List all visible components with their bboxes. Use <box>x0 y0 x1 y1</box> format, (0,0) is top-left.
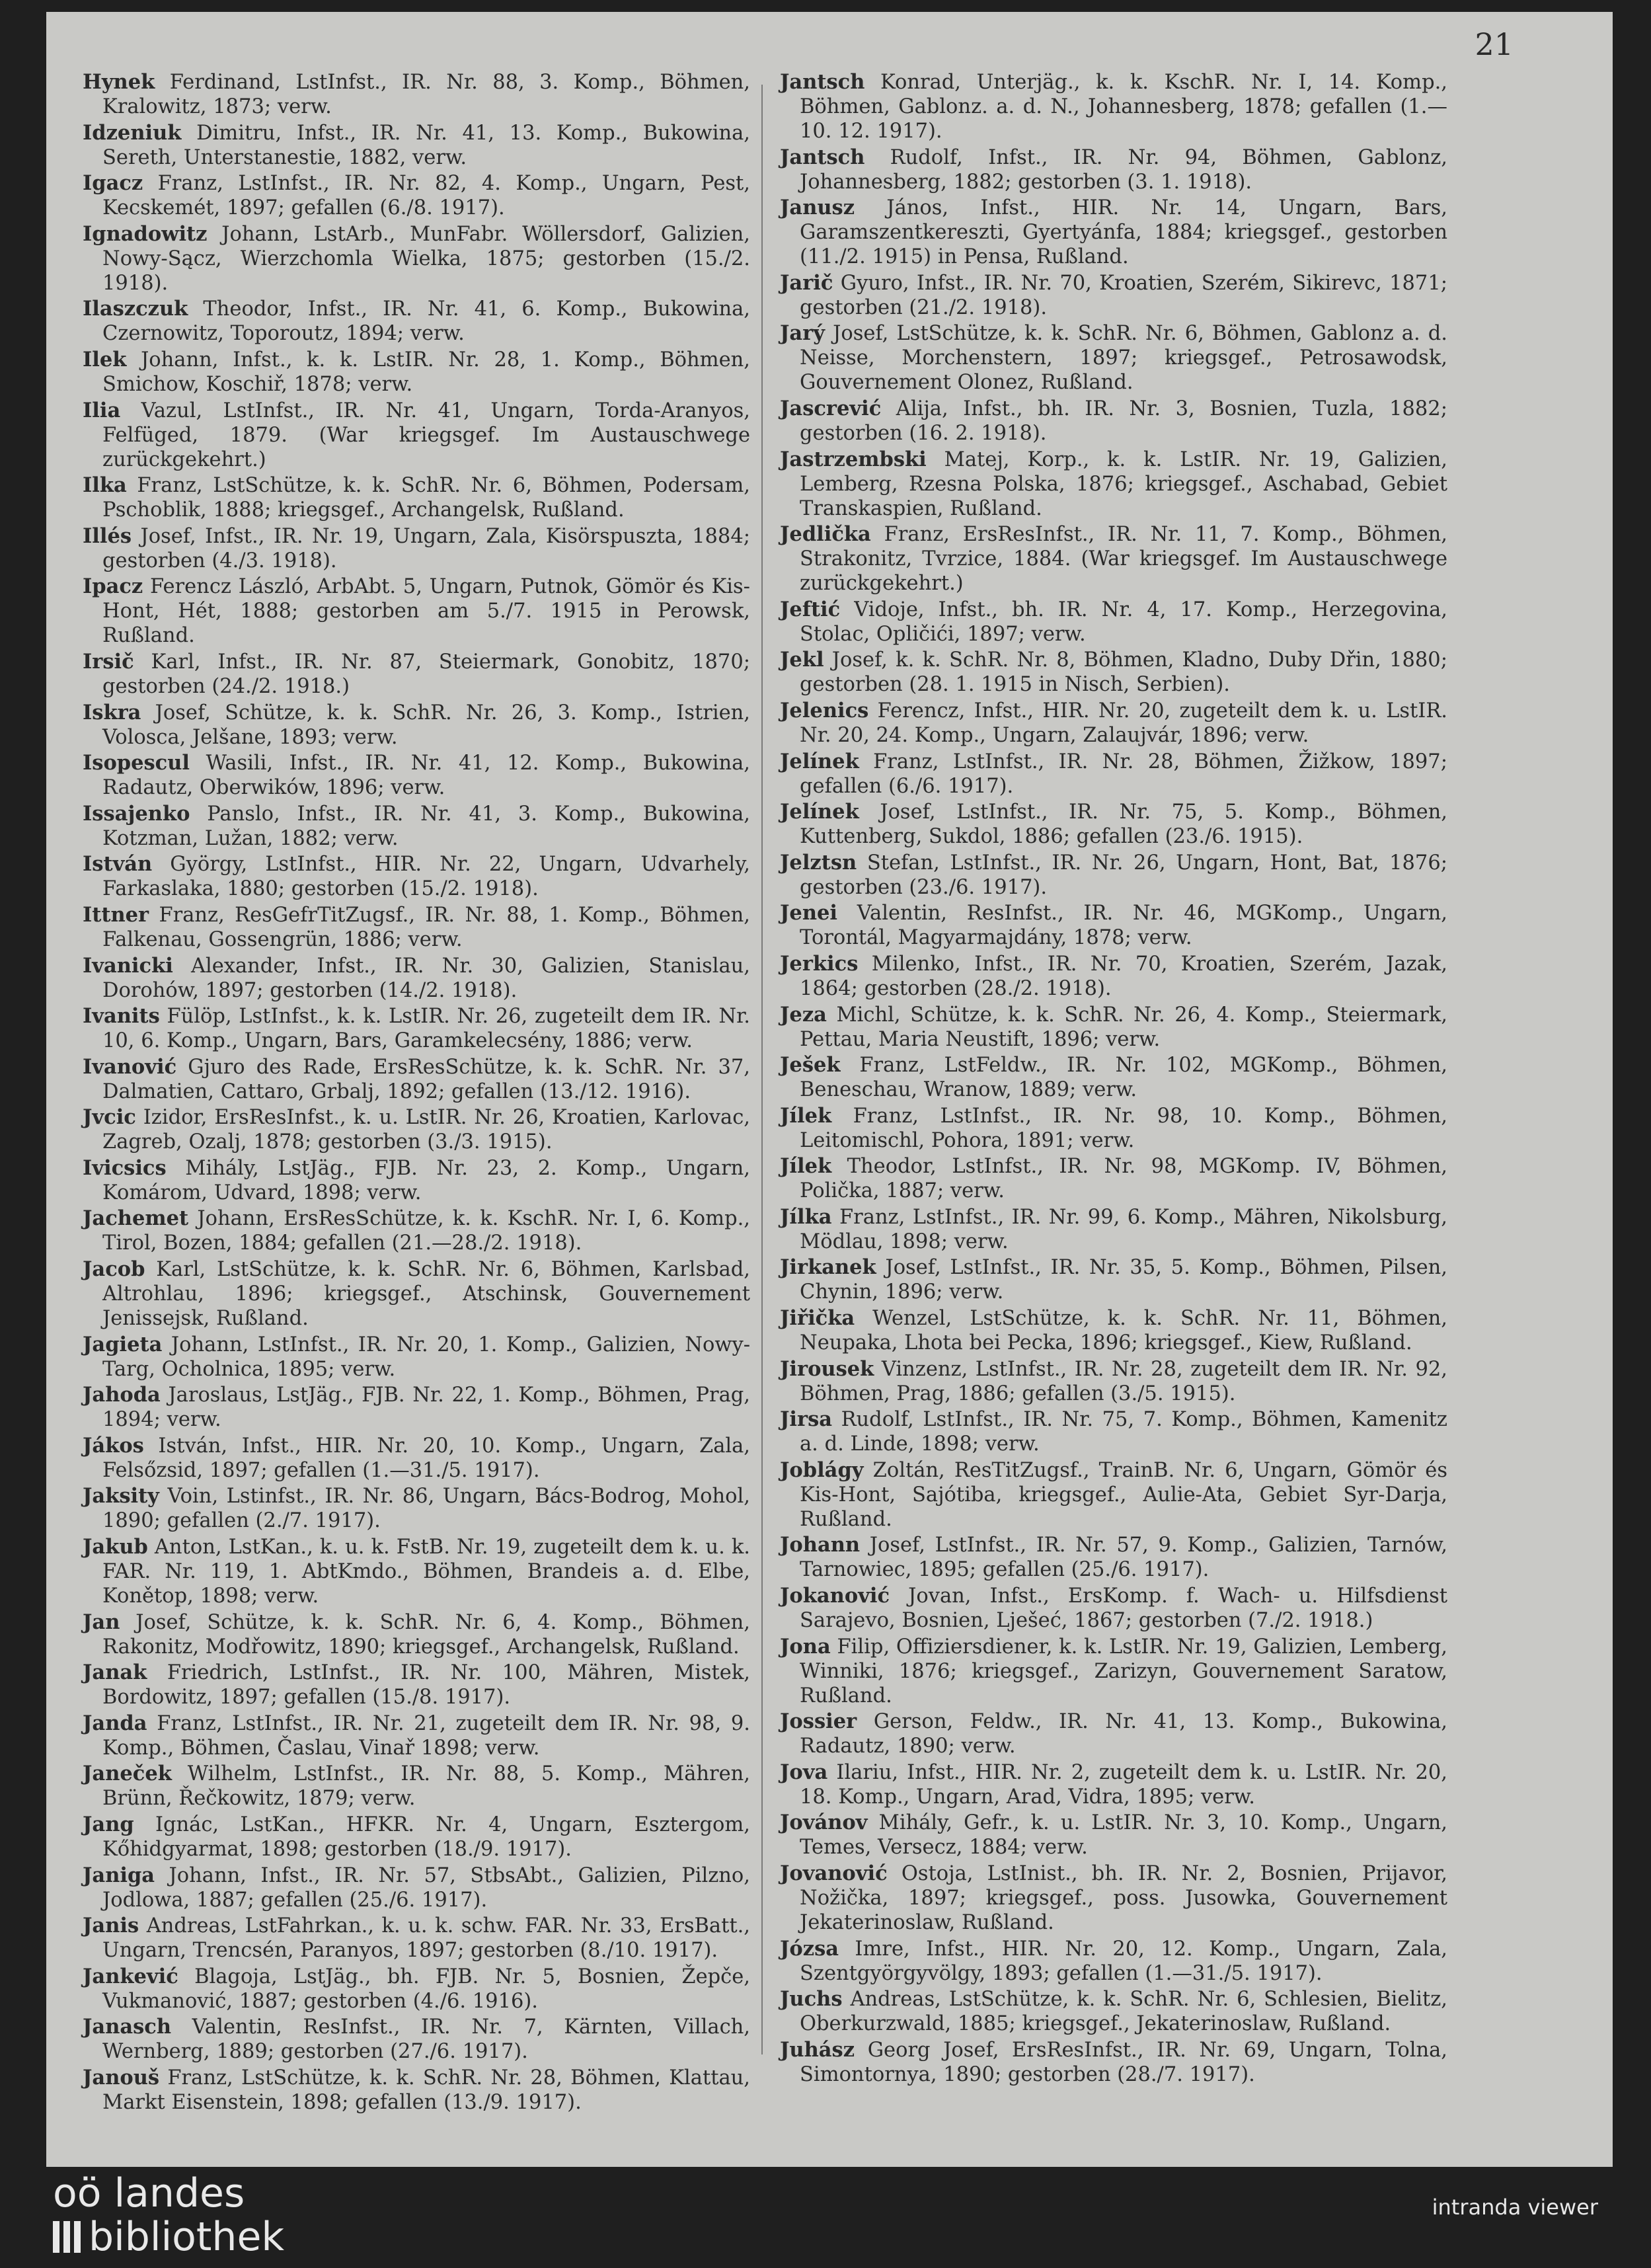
entry-surname: Ilka <box>83 473 127 498</box>
list-item <box>780 901 1447 950</box>
list-item <box>83 121 750 170</box>
library-logo[interactable] <box>53 2171 284 2259</box>
entry-surname: Jeza <box>780 1002 827 1027</box>
logo-line-1: oö landes <box>53 2170 245 2216</box>
entry-surname: Jirsa <box>780 1407 833 1432</box>
list-item <box>780 1987 1447 2036</box>
entry-surname: Jakub <box>83 1535 148 1559</box>
list-item <box>83 1813 750 1861</box>
list-item <box>780 1584 1447 1633</box>
entry-surname: István <box>83 852 153 877</box>
entry-surname: Jenei <box>780 901 838 925</box>
entry-surname: Jirousek <box>780 1356 874 1381</box>
list-item <box>83 852 750 901</box>
entry-details: Zoltán, ResTitZugsf., TrainB. Nr. 6, Ungarn, Gömör és Kis-Hont, Sajótiba, kriegsgef., Aulie-Ata, Gebiet Syr-Darja, Rußland. <box>800 1458 1447 1531</box>
entry-details: Josef, LstInfst., IR. Nr. 57, 9. Komp., Galizien, Tarnów, Tarnowiec, 1895; gefallen (25./6. 1917). <box>800 1534 1447 1582</box>
entry-surname: Jastrzembski <box>780 447 927 471</box>
list-item <box>83 802 750 851</box>
entry-details: Valentin, ResInfst., IR. Nr. 7, Kärnten, Villach, Wernberg, 1889; gestorben (27./6. 1917). <box>102 2015 751 2064</box>
entry-details: Alexander, Infst., IR. Nr. 30, Galizien, Stanislau, Dorohów, 1897; gestorben (14./2. 1918). <box>102 954 751 1002</box>
entry-details: Franz, LstSchütze, k. k. SchR. Nr. 6, Böhmen, Podersam, Pschoblik, 1888; kriegsgef., Archangelsk, Rußland. <box>102 474 751 522</box>
list-item <box>780 1533 1447 1582</box>
entry-details: Johann, LstInfst., IR. Nr. 20, 1. Komp., Galizien, Nowy-Targ, Ocholnica, 1895; verw. <box>102 1333 750 1381</box>
logo-line-2: bibliothek <box>89 2214 285 2260</box>
entry-details: Mihály, LstJäg., FJB. Nr. 23, 2. Komp., Ungarn, Komárom, Udvard, 1898; verw. <box>102 1156 750 1204</box>
entry-details: Filip, Offiziersdiener, k. k. LstIR. Nr. 19, Galizien, Lemberg, Winniki, 1876; kriegsgef., Zarizyn, Gouvernement Saratow, Rußland. <box>800 1635 1447 1707</box>
entry-details: Johann, Infst., IR. Nr. 57, StbsAbt., Galizien, Pilzno, Jodlowa, 1887; gefallen (25./6. 1917). <box>102 1863 750 1912</box>
list-item <box>83 574 750 648</box>
entry-surname: Jovanović <box>780 1861 888 1885</box>
entry-details: Josef, Infst., IR. Nr. 19, Ungarn, Zala, Kisörspuszta, 1884; gestorben (4./3. 1918). <box>102 524 750 572</box>
entry-surname: Ittner <box>83 902 149 927</box>
entry-details: Imre, Infst., HIR. Nr. 20, 12. Komp., Ungarn, Zala, Szentgyörgyvölgy, 1893; gefallen (1.—31./5. 1917). <box>800 1937 1447 1985</box>
entry-surname: Jahoda <box>83 1383 161 1407</box>
entry-details: Ferencz, Infst., HIR. Nr. 20, zugeteilt dem k. u. LstIR. Nr. 20, 24. Komp., Ungarn, Zalaujvár, 1896; verw. <box>800 699 1447 747</box>
list-item <box>780 648 1447 697</box>
entry-details: Gyuro, Infst., IR. Nr. 70, Kroatien, Szerém, Sikirevc, 1871; gestorben (21./2. 1918). <box>800 271 1447 319</box>
list-item <box>780 1255 1447 1304</box>
entry-surname: Jelínek <box>780 749 859 773</box>
list-item <box>780 321 1447 395</box>
entry-surname: Jekl <box>780 648 824 672</box>
entry-surname: Jona <box>780 1634 831 1659</box>
list-item <box>83 1535 750 1608</box>
entry-details: Franz, LstInfst., IR. Nr. 82, 4. Komp., Ungarn, Pest, Kecskemét, 1897; gefallen (6./8. 1917). <box>102 172 750 220</box>
entry-surname: Janusz <box>780 196 855 220</box>
entry-surname: Jaksity <box>83 1484 159 1508</box>
list-item <box>780 750 1447 799</box>
document-page <box>46 12 1613 2167</box>
list-item <box>780 1811 1447 1859</box>
entry-details: Alija, Infst., bh. IR. Nr. 3, Bosnien, Tuzla, 1882; gestorben (16. 2. 1918). <box>800 397 1447 445</box>
entry-details: Josef, LstInfst., IR. Nr. 35, 5. Komp., Böhmen, Pilsen, Chynin, 1896; verw. <box>800 1256 1447 1304</box>
entry-surname: Iskra <box>83 700 141 724</box>
entry-surname: Illés <box>83 524 132 548</box>
entry-surname: Jantsch <box>780 70 865 94</box>
list-item <box>780 699 1447 748</box>
entry-surname: Jelínek <box>780 800 859 824</box>
entry-details: Ferencz László, ArbAbt. 5, Ungarn, Putnok, Gömör és Kis-Hont, Hét, 1888; gestorben am 5./7. 1915 in Perowsk, Rußland. <box>102 575 750 648</box>
entry-surname: Jankević <box>83 1964 178 1988</box>
entry-details: Josef, Schütze, k. k. SchR. Nr. 6, 4. Komp., Böhmen, Rakonitz, Modřowitz, 1890; kriegsgef., Archangelsk, Rußland. <box>102 1610 750 1659</box>
list-item <box>780 1635 1447 1708</box>
list-item <box>780 196 1447 269</box>
entry-surname: Ipacz <box>83 574 143 599</box>
entry-surname: Ivicsics <box>83 1155 167 1180</box>
entry-details: Franz, LstInfst., IR. Nr. 21, zugeteilt dem IR. Nr. 98, 9. Komp., Böhmen, Časlau, Vinař 1898; verw. <box>102 1711 751 1760</box>
entry-surname: Jachemet <box>83 1206 189 1231</box>
entry-surname: Jan <box>83 1610 120 1634</box>
entry-surname: Janiga <box>83 1863 155 1887</box>
list-item <box>780 952 1447 1001</box>
entry-details: Wenzel, LstSchütze, k. k. SchR. Nr. 11, Böhmen, Neupaka, Lhota bei Pecka, 1896; kriegsgef., Kiew, Rußland. <box>800 1307 1447 1355</box>
list-item <box>780 1709 1447 1758</box>
entry-surname: Jílek <box>780 1154 832 1179</box>
list-item <box>780 1458 1447 1532</box>
list-item <box>83 1156 750 1205</box>
list-item <box>780 448 1447 521</box>
list-item <box>780 1003 1447 1052</box>
entry-surname: Jílka <box>780 1204 832 1229</box>
entry-details: Josef, k. k. SchR. Nr. 8, Böhmen, Kladno, Duby Dřin, 1880; gestorben (28. 1. 1915 in Nisch, Serbien). <box>800 648 1447 697</box>
list-item <box>780 1205 1447 1254</box>
entry-details: Matej, Korp., k. k. LstIR. Nr. 19, Galizien, Lemberg, Rzesna Polska, 1876; kriegsgef., Aschabad, Gebiet Transkaspien, Rußland. <box>800 448 1447 520</box>
viewer-label[interactable]: intranda viewer <box>1432 2195 1598 2220</box>
entry-surname: Ignadowitz <box>83 221 208 246</box>
list-item <box>780 1104 1447 1153</box>
entry-surname: Juchs <box>780 1987 843 2012</box>
list-item <box>83 650 750 699</box>
entry-surname: Jova <box>780 1760 828 1784</box>
entry-details: Wilhelm, LstInfst., IR. Nr. 88, 5. Komp., Mähren, Brünn, Řečkowitz, 1879; verw. <box>102 1762 750 1811</box>
list-item <box>780 145 1447 194</box>
list-item <box>83 903 750 952</box>
entry-details: Johann, ErsResSchütze, k. k. KschR. Nr. I, 6. Komp., Tirol, Bozen, 1884; gefallen (21.—28./2. 1918). <box>102 1207 750 1255</box>
entry-details: Gerson, Feldw., IR. Nr. 41, 13. Komp., Bukowina, Radautz, 1890; verw. <box>800 1710 1447 1758</box>
entry-details: Johann, Infst., k. k. LstIR. Nr. 28, 1. Komp., Böhmen, Smichow, Koschiř, 1878; verw. <box>102 348 750 396</box>
entry-surname: Ješek <box>780 1053 841 1077</box>
list-item <box>83 399 750 472</box>
entry-details: Andreas, LstSchütze, k. k. SchR. Nr. 6, Schlesien, Bielitz, Oberkurzwald, 1885; kriegsgef., Jekaterinoslaw, Rußland. <box>800 1988 1447 2036</box>
entry-details: Anton, LstKan., k. u. k. FstB. Nr. 19, zugeteilt dem k. u. k. FAR. Nr. 119, 1. AbtKmdo., Böhmen, Brandeis a. d. Elbe, Konětop, 1898; verw. <box>102 1536 751 1608</box>
entry-surname: Jagieta <box>83 1332 163 1356</box>
entry-details: Wasili, Infst., IR. Nr. 41, 12. Komp., Bukowina, Radautz, Oberwików, 1896; verw. <box>102 752 750 800</box>
entry-surname: Jirkanek <box>780 1255 876 1280</box>
entry-details: Karl, LstSchütze, k. k. SchR. Nr. 6, Böhmen, Karlsbad, Altrohlau, 1896; kriegsgef., Atschinsk, Gouvernement Jenissejsk, Rußland. <box>102 1258 750 1331</box>
entry-surname: Ivanits <box>83 1004 160 1029</box>
entry-details: István, Infst., HIR. Nr. 20, 10. Komp., Ungarn, Zala, Felsőzsid, 1897; gefallen (1.—31./5. 1917). <box>102 1434 751 1482</box>
list-item <box>780 598 1447 646</box>
list-item <box>780 800 1447 849</box>
entry-details: Georg Josef, ErsResInfst., IR. Nr. 69, Ungarn, Tolna, Simontornya, 1890; gestorben (28./7. 1917). <box>800 2038 1447 2086</box>
list-item <box>780 1861 1447 1935</box>
entry-surname: Jossier <box>780 1709 857 1734</box>
entry-surname: Jovánov <box>780 1811 868 1835</box>
entry-surname: Jarý <box>780 321 825 346</box>
entry-surname: Jílek <box>780 1103 832 1128</box>
entry-surname: Jang <box>83 1813 134 1836</box>
entry-surname: Jascrević <box>780 396 882 420</box>
list-item <box>780 397 1447 446</box>
entry-details: Theodor, Infst., IR. Nr. 41, 6. Komp., Bukowina, Czernowitz, Toporoutz, 1894; verw. <box>102 297 750 346</box>
entry-surname: Jelenics <box>780 698 869 723</box>
entry-details: Milenko, Infst., IR. Nr. 70, Kroatien, Szerém, Jazak, 1864; gestorben (28./2. 1918). <box>800 952 1447 1000</box>
list-item <box>83 70 750 119</box>
entry-surname: Ivanicki <box>83 953 173 978</box>
entry-surname: Joblágy <box>780 1458 864 1482</box>
list-item <box>780 1053 1447 1102</box>
entry-surname: Issajenko <box>83 801 190 826</box>
list-item <box>780 1306 1447 1355</box>
entry-details: Rudolf, Infst., IR. Nr. 94, Böhmen, Gablonz, Johannesberg, 1882; gestorben (3. 1. 1918). <box>800 145 1447 194</box>
entry-details: Panslo, Infst., IR. Nr. 41, 3. Komp., Bukowina, Kotzman, Lužan, 1882; verw. <box>102 802 750 850</box>
entry-details: Josef, LstSchütze, k. k. SchR. Nr. 6, Böhmen, Gablonz a. d. Neisse, Morchenstern, 1897; kriegsgef., Petrosawodsk, Gouvernement Olonez, Rußland. <box>800 322 1447 395</box>
entry-surname: Jantsch <box>780 145 865 169</box>
entry-surname: Jiřička <box>780 1306 855 1331</box>
page-number: 21 <box>1475 26 1514 62</box>
list-item <box>83 1965 750 2014</box>
entry-surname: Jacob <box>83 1257 145 1282</box>
entry-details: Ignác, LstKan., HFKR. Nr. 4, Ungarn, Esztergom, Kőhidgyarmat, 1898; gestorben (18./9. 1917). <box>102 1813 750 1861</box>
entry-details: Voin, Lstinfst., IR. Nr. 86, Ungarn, Bács-Bodrog, Mohol, 1890; gefallen (2./7. 1917). <box>102 1485 750 1533</box>
entry-details: Jovan, Infst., ErsKomp. f. Wach- u. Hilfsdienst Sarajevo, Bosnien, Lješeć, 1867; gestorben (7./2. 1918.) <box>800 1584 1447 1633</box>
entry-surname: Józsa <box>780 1936 839 1961</box>
entry-surname: Ilia <box>83 398 121 422</box>
entry-details: Vidoje, Infst., bh. IR. Nr. 4, 17. Komp., Herzegovina, Stolac, Opličići, 1897; verw. <box>800 598 1447 646</box>
list-item <box>83 2015 750 2064</box>
entry-details: Theodor, LstInfst., IR. Nr. 98, MGKomp. IV, Böhmen, Polička, 1887; verw. <box>800 1155 1447 1203</box>
list-item <box>83 1711 750 1760</box>
entry-details: Franz, LstInfst., IR. Nr. 28, Böhmen, Žižkow, 1897; gefallen (6./6. 1917). <box>800 750 1447 798</box>
list-item <box>83 1434 750 1483</box>
list-item <box>83 1661 750 1709</box>
entry-surname: Jerkics <box>780 951 859 976</box>
entry-details: Izidor, ErsResInfst., k. u. LstIR. Nr. 26, Kroatien, Karlovac, Zagreb, Ozalj, 1878; gestorben (3./3. 1915). <box>102 1106 750 1154</box>
column-divider <box>761 85 763 2054</box>
entry-details: Gjuro des Rade, ErsResSchütze, k. k. SchR. Nr. 37, Dalmatien, Cattaro, Grbalj, 1892; gefallen (13./12. 1916). <box>102 1055 750 1103</box>
left-column <box>83 70 750 2117</box>
entry-surname: Janasch <box>83 2015 172 2039</box>
entry-details: Johann, LstArb., MunFabr. Wöllersdorf, Galizien, Nowy-Sącz, Wierzchomla Wielka, 1875; gestorben (15./2. 1918). <box>102 222 751 295</box>
list-item <box>780 2038 1447 2087</box>
list-item <box>83 954 750 1003</box>
entry-details: Franz, LstInfst., IR. Nr. 99, 6. Komp., Mähren, Nikolsburg, Mödlau, 1898; verw. <box>800 1205 1448 1253</box>
list-item <box>780 1937 1447 1986</box>
list-item <box>83 1484 750 1533</box>
list-item <box>780 271 1447 320</box>
list-item <box>83 2066 750 2115</box>
list-item <box>83 473 750 522</box>
entry-surname: Hynek <box>83 70 155 94</box>
entry-details: Stefan, LstInfst., IR. Nr. 26, Ungarn, Hont, Bat, 1876; gestorben (23./6. 1917). <box>800 851 1447 899</box>
entry-details: Franz, ResGefrTitZugsf., IR. Nr. 88, 1. Komp., Böhmen, Falkenau, Gossengrün, 1886; verw. <box>102 903 750 951</box>
list-item <box>780 1357 1447 1406</box>
entry-details: Andreas, LstFahrkan., k. u. k. schw. FAR. Nr. 33, ErsBatt., Ungarn, Trencsén, Paranyos, 1897; gestorben (8./10. 1917). <box>102 1914 750 1963</box>
entry-details: Ilariu, Infst., HIR. Nr. 2, zugeteilt dem k. u. LstIR. Nr. 20, 18. Komp., Ungarn, Arad, Vidra, 1895; verw. <box>800 1760 1447 1809</box>
list-item <box>83 1333 750 1382</box>
list-item <box>83 1762 750 1811</box>
entry-details: Franz, ErsResInfst., IR. Nr. 11, 7. Komp., Böhmen, Strakonitz, Tvrzice, 1884. (War kriegsgef. Im Austauschwege zurückgekehrt.) <box>800 523 1447 596</box>
entry-surname: Janak <box>83 1661 147 1685</box>
entry-details: Vazul, LstInfst., IR. Nr. 41, Ungarn, Torda-Aranyos, Felfüged, 1879. (War kriegsgef. Im Austauschwege zurückgekehrt.) <box>102 399 750 471</box>
list-item <box>83 348 750 397</box>
entry-surname: Igacz <box>83 171 143 196</box>
list-item <box>83 701 750 750</box>
list-item <box>83 1610 750 1659</box>
entry-surname: Idzeniuk <box>83 120 182 145</box>
entry-details: Ostoja, LstInist., bh. IR. Nr. 2, Bosnien, Prijavor, Nožička, 1897; kriegsgef., poss. Jusowka, Gouvernement Jekaterinoslaw, Rußland. <box>800 1862 1447 1934</box>
entry-details: Friedrich, LstInfst., IR. Nr. 100, Mähren, Mistek, Bordowitz, 1897; gefallen (15./8. 1917). <box>102 1661 751 1709</box>
entry-surname: Jvcic <box>83 1105 136 1130</box>
entry-details: Blagoja, LstJäg., bh. FJB. Nr. 5, Bosnien, Žepče, Vukmanović, 1887; gestorben (4./6. 1916). <box>102 1965 750 2013</box>
list-item <box>83 1206 750 1255</box>
entry-surname: Ilaszczuk <box>83 297 188 321</box>
logo-bars-icon <box>53 2221 83 2253</box>
list-item <box>83 1863 750 1912</box>
list-item <box>83 1004 750 1053</box>
entry-details: Josef, LstInfst., IR. Nr. 75, 5. Komp., Böhmen, Kuttenberg, Sukdol, 1886; gefallen (23./6. 1915). <box>800 801 1447 849</box>
entry-details: Franz, LstInfst., IR. Nr. 98, 10. Komp., Böhmen, Leitomischl, Pohora, 1891; verw. <box>800 1104 1447 1152</box>
entry-details: Jaroslaus, LstJäg., FJB. Nr. 22, 1. Komp., Böhmen, Prag, 1894; verw. <box>102 1384 750 1432</box>
entry-details: Franz, LstSchütze, k. k. SchR. Nr. 28, Böhmen, Klattau, Markt Eisenstein, 1898; gefallen (13./9. 1917). <box>102 2066 750 2114</box>
entry-details: Michl, Schütze, k. k. SchR. Nr. 26, 4. Komp., Steiermark, Pettau, Maria Neustift, 1896; verw. <box>800 1003 1447 1051</box>
list-item <box>780 851 1447 900</box>
list-item <box>780 1154 1447 1203</box>
list-item <box>83 171 750 220</box>
entry-surname: Ivanović <box>83 1054 177 1079</box>
entry-details: György, LstInfst., HIR. Nr. 22, Ungarn, Udvarhely, Farkaslaka, 1880; gestorben (15./2. 1918). <box>102 853 750 901</box>
list-item <box>83 1257 750 1331</box>
list-item <box>83 1914 750 1963</box>
list-item <box>83 1383 750 1432</box>
entry-details: Josef, Schütze, k. k. SchR. Nr. 26, 3. Komp., Istrien, Volosca, Jelšane, 1893; verw. <box>102 701 750 749</box>
entry-surname: Janda <box>83 1711 147 1735</box>
entry-surname: Juhász <box>780 2037 855 2062</box>
entry-details: Valentin, ResInfst., IR. Nr. 46, MGKomp., Ungarn, Torontál, Magyarmajdány, 1878; verw. <box>800 902 1447 950</box>
entry-surname: Janouš <box>83 2065 160 2090</box>
entry-surname: Janis <box>83 1914 139 1938</box>
list-item <box>780 522 1447 596</box>
entry-details: János, Infst., HIR. Nr. 14, Ungarn, Bars, Garamszentkereszti, Gyertyánfa, 1884; kriegsgef., gestorben (11./2. 1915) in Pensa, Rußland. <box>800 196 1447 269</box>
entry-details: Rudolf, LstInfst., IR. Nr. 75, 7. Komp., Böhmen, Kamenitz a. d. Linde, 1898; verw. <box>800 1408 1447 1456</box>
entry-details: Dimitru, Infst., IR. Nr. 41, 13. Komp., Bukowina, Sereth, Unterstanestie, 1882, verw. <box>102 121 750 169</box>
list-item <box>83 222 750 295</box>
right-column <box>780 70 1447 2088</box>
entry-details: Karl, Infst., IR. Nr. 87, Steiermark, Gonobitz, 1870; gestorben (24./2. 1918.) <box>102 650 750 698</box>
entry-surname: Jákos <box>83 1433 144 1458</box>
list-item <box>83 1055 750 1104</box>
entry-surname: Johann <box>780 1533 861 1557</box>
list-item <box>83 1105 750 1154</box>
list-item <box>780 70 1447 143</box>
entry-surname: Jokanović <box>780 1584 890 1608</box>
entry-surname: Jedlička <box>780 522 871 547</box>
entry-surname: Jarič <box>780 270 833 295</box>
list-item <box>83 524 750 573</box>
entry-details: Mihály, Gefr., k. u. LstIR. Nr. 3, 10. Komp., Ungarn, Temes, Versecz, 1884; verw. <box>800 1811 1447 1859</box>
entry-surname: Ilek <box>83 347 127 371</box>
entry-details: Franz, LstFeldw., IR. Nr. 102, MGKomp., Böhmen, Beneschau, Wranow, 1889; verw. <box>800 1054 1447 1102</box>
list-item <box>83 751 750 800</box>
entry-details: Vinzenz, LstInfst., IR. Nr. 28, zugeteilt dem IR. Nr. 92, Böhmen, Prag, 1886; gefallen (3./5. 1915). <box>800 1357 1447 1405</box>
entry-details: Ferdinand, LstInfst., IR. Nr. 88, 3. Komp., Böhmen, Kralowitz, 1873; verw. <box>102 71 750 118</box>
list-item <box>780 1407 1447 1456</box>
entry-surname: Jelztsn <box>780 850 857 875</box>
entry-surname: Isopescul <box>83 751 190 775</box>
entry-details: Konrad, Unterjäg., k. k. KschR. Nr. I, 14. Komp., Böhmen, Gablonz. a. d. N., Johannesberg, 1878; gefallen (1.—10. 12. 1917). <box>800 71 1447 143</box>
entry-surname: Irsič <box>83 649 134 674</box>
list-item <box>780 1760 1447 1809</box>
entry-surname: Janeček <box>83 1762 172 1786</box>
entry-details: Fülöp, LstInfst., k. k. LstIR. Nr. 26, zugeteilt dem IR. Nr. 10, 6. Komp., Ungarn, Bars, Garamkelecsény, 1886; verw. <box>102 1005 750 1053</box>
entry-surname: Jeftić <box>780 597 841 621</box>
list-item <box>83 297 750 346</box>
